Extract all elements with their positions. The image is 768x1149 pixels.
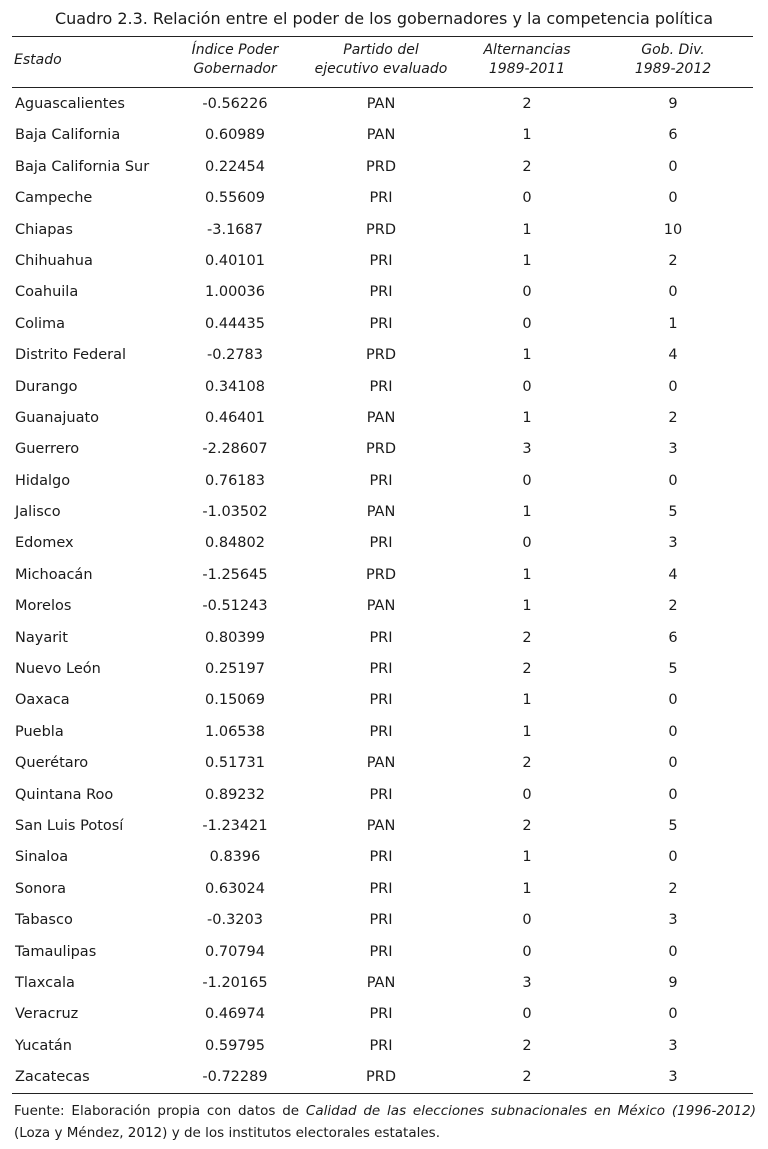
cell-estado: Jalisco bbox=[15, 504, 61, 521]
cell-alternancias: 2 bbox=[522, 755, 532, 772]
source-note-suffix: (Loza y Méndez, 2012) y de los institutos electorales estatales. bbox=[14, 1125, 440, 1141]
cell-indice: 0.80399 bbox=[205, 629, 265, 646]
header-gob-div bbox=[598, 41, 748, 85]
cell-estado: Chiapas bbox=[15, 221, 73, 238]
cell-gob-div: 0 bbox=[668, 723, 678, 740]
cell-alternancias: 3 bbox=[522, 974, 532, 991]
cell-estado: Coahuila bbox=[15, 284, 79, 301]
cell-gob-div: 10 bbox=[663, 221, 683, 238]
cell-partido: PAN bbox=[366, 504, 396, 521]
cell-indice: -1.03502 bbox=[202, 504, 268, 521]
cell-indice: 0.44435 bbox=[205, 315, 265, 332]
table-row bbox=[0, 496, 768, 527]
cell-alternancias: 2 bbox=[522, 661, 532, 678]
cell-indice: 0.22454 bbox=[205, 158, 265, 175]
cell-indice: 0.46401 bbox=[205, 409, 265, 426]
cell-alternancias: 1 bbox=[522, 880, 532, 897]
cell-indice: 0.34108 bbox=[205, 378, 265, 395]
cell-alternancias: 2 bbox=[522, 1069, 532, 1086]
cell-estado: Tabasco bbox=[15, 912, 73, 929]
header-estado-label: Estado bbox=[14, 52, 62, 68]
cell-partido: PRI bbox=[369, 723, 393, 740]
cell-gob-div: 0 bbox=[668, 943, 678, 960]
cell-gob-div: 0 bbox=[668, 1006, 678, 1023]
table-row bbox=[0, 402, 768, 433]
cell-gob-div: 9 bbox=[668, 96, 678, 112]
header-partido bbox=[306, 41, 456, 85]
cell-partido: PRI bbox=[369, 692, 393, 709]
cell-gob-div: 0 bbox=[668, 378, 678, 395]
cell-estado: San Luis Potosí bbox=[15, 817, 124, 834]
table-row bbox=[0, 276, 768, 307]
cell-gob-div: 0 bbox=[668, 158, 678, 175]
cell-gob-div: 5 bbox=[668, 817, 678, 834]
header-gob-div-line2: 1989-2012 bbox=[634, 61, 712, 77]
table-row bbox=[0, 967, 768, 998]
cell-alternancias: 2 bbox=[522, 629, 532, 646]
cell-alternancias: 1 bbox=[522, 221, 532, 238]
cell-partido: PAN bbox=[366, 409, 396, 426]
cell-partido: PRI bbox=[369, 912, 393, 929]
table-row bbox=[0, 371, 768, 402]
cell-alternancias: 3 bbox=[522, 441, 532, 458]
table-row bbox=[0, 151, 768, 182]
cell-gob-div: 4 bbox=[668, 347, 678, 364]
cell-gob-div: 6 bbox=[668, 629, 678, 646]
cell-indice: -0.3203 bbox=[207, 912, 263, 929]
cell-gob-div: 3 bbox=[668, 912, 678, 929]
cell-indice: -0.2783 bbox=[207, 347, 263, 364]
table-row bbox=[0, 747, 768, 778]
cell-partido: PRI bbox=[369, 190, 393, 207]
cell-indice: 0.15069 bbox=[205, 692, 265, 709]
table-row bbox=[0, 841, 768, 872]
cell-partido: PRI bbox=[369, 284, 393, 301]
cell-alternancias: 0 bbox=[522, 472, 532, 489]
cell-partido: PAN bbox=[366, 755, 396, 772]
cell-indice: -0.51243 bbox=[202, 598, 268, 615]
cell-partido: PRI bbox=[369, 1006, 393, 1023]
table-row bbox=[0, 1030, 768, 1061]
table-row bbox=[0, 527, 768, 558]
header-alternancias bbox=[462, 41, 592, 85]
cell-indice: 0.25197 bbox=[205, 661, 265, 678]
cell-gob-div: 0 bbox=[668, 190, 678, 207]
cell-estado: Colima bbox=[15, 315, 66, 332]
cell-indice: -1.20165 bbox=[202, 974, 268, 991]
table-row bbox=[0, 653, 768, 684]
cell-indice: 1.00036 bbox=[205, 284, 265, 301]
cell-estado: Guanajuato bbox=[15, 409, 100, 426]
cell-indice: 0.70794 bbox=[205, 943, 265, 960]
cell-estado: Yucatán bbox=[15, 1037, 73, 1054]
cell-gob-div: 1 bbox=[668, 315, 678, 332]
header-indice-line1: Índice Poder bbox=[191, 42, 279, 58]
cell-estado: Tamaulipas bbox=[15, 943, 97, 960]
cell-estado: Durango bbox=[15, 378, 78, 395]
cell-gob-div: 0 bbox=[668, 786, 678, 803]
cell-indice: 0.89232 bbox=[205, 786, 265, 803]
cell-indice: 0.51731 bbox=[205, 755, 265, 772]
cell-alternancias: 0 bbox=[522, 315, 532, 332]
cell-estado: Nuevo León bbox=[15, 661, 101, 678]
cell-estado: Sonora bbox=[15, 880, 66, 897]
source-note bbox=[14, 1100, 756, 1144]
table-row bbox=[0, 308, 768, 339]
cell-gob-div: 5 bbox=[668, 661, 678, 678]
table-row bbox=[0, 245, 768, 276]
cell-gob-div: 2 bbox=[668, 598, 678, 615]
cell-alternancias: 1 bbox=[522, 598, 532, 615]
cell-gob-div: 3 bbox=[668, 441, 678, 458]
cell-estado: Tlaxcala bbox=[15, 974, 75, 991]
cell-alternancias: 1 bbox=[522, 566, 532, 583]
table-row bbox=[0, 936, 768, 967]
cell-partido: PRI bbox=[369, 252, 393, 269]
cell-gob-div: 2 bbox=[668, 409, 678, 426]
table-row bbox=[0, 716, 768, 747]
cell-indice: -1.23421 bbox=[202, 817, 268, 834]
cell-gob-div: 3 bbox=[668, 1069, 678, 1086]
table-row bbox=[0, 904, 768, 935]
cell-partido: PRI bbox=[369, 880, 393, 897]
cell-indice: 0.55609 bbox=[205, 190, 265, 207]
cell-gob-div: 4 bbox=[668, 566, 678, 583]
header-partido-line1: Partido del bbox=[343, 42, 419, 58]
cell-partido: PRD bbox=[366, 566, 396, 583]
table-row bbox=[0, 873, 768, 904]
cell-alternancias: 1 bbox=[522, 409, 532, 426]
cell-alternancias: 0 bbox=[522, 786, 532, 803]
cell-indice: -1.25645 bbox=[202, 566, 268, 583]
cell-partido: PAN bbox=[366, 817, 396, 834]
cell-alternancias: 2 bbox=[522, 96, 532, 112]
table-row bbox=[0, 88, 768, 119]
cell-indice: 0.84802 bbox=[205, 535, 265, 552]
cell-partido: PRI bbox=[369, 535, 393, 552]
cell-partido: PAN bbox=[366, 96, 396, 112]
header-indice-line2: Gobernador bbox=[193, 61, 277, 77]
cell-estado: Quintana Roo bbox=[15, 786, 114, 803]
cell-indice: 0.8396 bbox=[209, 849, 261, 866]
header-alternancias-line1: Alternancias bbox=[483, 42, 571, 58]
cell-partido: PRI bbox=[369, 943, 393, 960]
cell-estado: Morelos bbox=[15, 598, 72, 615]
source-note-title: Calidad de las elecciones subnacionales en México (1996-2012) bbox=[305, 1103, 757, 1119]
cell-partido: PRI bbox=[369, 378, 393, 395]
cell-alternancias: 1 bbox=[522, 849, 532, 866]
cell-indice: -2.28607 bbox=[202, 441, 268, 458]
cell-indice: 0.59795 bbox=[205, 1037, 265, 1054]
table-row bbox=[0, 622, 768, 653]
cell-alternancias: 1 bbox=[522, 692, 532, 709]
cell-gob-div: 9 bbox=[668, 974, 678, 991]
cell-alternancias: 0 bbox=[522, 1006, 532, 1023]
cell-indice: -0.56226 bbox=[202, 96, 268, 112]
header-gob-div-line1: Gob. Div. bbox=[641, 42, 705, 58]
cell-partido: PRD bbox=[366, 347, 396, 364]
cell-alternancias: 1 bbox=[522, 723, 532, 740]
cell-gob-div: 2 bbox=[668, 252, 678, 269]
cell-alternancias: 0 bbox=[522, 912, 532, 929]
cell-estado: Oaxaca bbox=[15, 692, 70, 709]
cell-estado: Edomex bbox=[15, 535, 74, 552]
cell-indice: 0.60989 bbox=[205, 127, 265, 144]
cell-alternancias: 0 bbox=[522, 190, 532, 207]
cell-alternancias: 0 bbox=[522, 535, 532, 552]
table-row bbox=[0, 779, 768, 810]
cell-indice: 1.06538 bbox=[205, 723, 265, 740]
table-row bbox=[0, 339, 768, 370]
bottom-rule bbox=[12, 1093, 753, 1094]
table-row bbox=[0, 559, 768, 590]
cell-alternancias: 2 bbox=[522, 817, 532, 834]
cell-partido: PRI bbox=[369, 1037, 393, 1054]
cell-estado: Guerrero bbox=[15, 441, 80, 458]
header-alternancias-line2: 1989-2011 bbox=[488, 61, 566, 77]
cell-partido: PRI bbox=[369, 661, 393, 678]
cell-partido: PRD bbox=[366, 221, 396, 238]
cell-indice: 0.76183 bbox=[205, 472, 265, 489]
cell-partido: PRI bbox=[369, 849, 393, 866]
cell-estado: Distrito Federal bbox=[15, 347, 127, 364]
cell-gob-div: 0 bbox=[668, 284, 678, 301]
cell-gob-div: 3 bbox=[668, 535, 678, 552]
cell-gob-div: 0 bbox=[668, 755, 678, 772]
cell-partido: PAN bbox=[366, 127, 396, 144]
table-row bbox=[0, 684, 768, 715]
cell-alternancias: 2 bbox=[522, 1037, 532, 1054]
cell-alternancias: 0 bbox=[522, 943, 532, 960]
cell-partido: PRD bbox=[366, 158, 396, 175]
cell-gob-div: 3 bbox=[668, 1037, 678, 1054]
cell-alternancias: 0 bbox=[522, 284, 532, 301]
top-rule bbox=[12, 36, 753, 37]
table-row bbox=[0, 998, 768, 1029]
source-note-prefix: Fuente: Elaboración propia con datos de bbox=[14, 1103, 306, 1119]
cell-partido: PRI bbox=[369, 472, 393, 489]
cell-indice: 0.63024 bbox=[205, 880, 265, 897]
cell-gob-div: 5 bbox=[668, 504, 678, 521]
table-row bbox=[0, 465, 768, 496]
cell-partido: PRD bbox=[366, 441, 396, 458]
table-row bbox=[0, 810, 768, 841]
cell-alternancias: 1 bbox=[522, 347, 532, 364]
cell-estado: Chihuahua bbox=[15, 252, 93, 269]
cell-estado: Campeche bbox=[15, 190, 93, 207]
cell-estado: Baja California bbox=[15, 127, 121, 144]
cell-indice: 0.46974 bbox=[205, 1006, 265, 1023]
cell-partido: PRI bbox=[369, 315, 393, 332]
cell-gob-div: 0 bbox=[668, 472, 678, 489]
cell-alternancias: 2 bbox=[522, 158, 532, 175]
table-row bbox=[0, 433, 768, 464]
cell-indice: -0.72289 bbox=[202, 1069, 268, 1086]
cell-partido: PAN bbox=[366, 974, 396, 991]
cell-partido: PAN bbox=[366, 598, 396, 615]
cell-indice: -3.1687 bbox=[207, 221, 263, 238]
cell-estado: Nayarit bbox=[15, 629, 68, 646]
table-row bbox=[0, 1061, 768, 1092]
cell-alternancias: 1 bbox=[522, 127, 532, 144]
cell-alternancias: 0 bbox=[522, 378, 532, 395]
cell-gob-div: 2 bbox=[668, 880, 678, 897]
cell-indice: 0.40101 bbox=[205, 252, 265, 269]
cell-gob-div: 0 bbox=[668, 692, 678, 709]
cell-partido: PRI bbox=[369, 786, 393, 803]
cell-estado: Baja California Sur bbox=[15, 158, 150, 175]
table-row bbox=[0, 119, 768, 150]
table-row bbox=[0, 182, 768, 213]
table-row bbox=[0, 214, 768, 245]
cell-estado: Sinaloa bbox=[15, 849, 69, 866]
cell-estado: Zacatecas bbox=[15, 1069, 90, 1086]
cell-partido: PRI bbox=[369, 629, 393, 646]
cell-estado: Hidalgo bbox=[15, 472, 71, 489]
cell-estado: Puebla bbox=[15, 723, 64, 740]
cell-gob-div: 6 bbox=[668, 127, 678, 144]
table-row bbox=[0, 590, 768, 621]
cell-gob-div: 0 bbox=[668, 849, 678, 866]
cell-alternancias: 1 bbox=[522, 504, 532, 521]
table-title: Cuadro 2.3. Relación entre el poder de los gobernadores y la competencia política bbox=[54, 9, 714, 28]
cell-estado: Aguascalientes bbox=[15, 96, 125, 112]
cell-estado: Querétaro bbox=[15, 755, 89, 772]
header-partido-line2: ejecutivo evaluado bbox=[314, 61, 448, 77]
cell-estado: Veracruz bbox=[15, 1006, 79, 1023]
cell-partido: PRD bbox=[366, 1069, 396, 1086]
cell-alternancias: 1 bbox=[522, 252, 532, 269]
table-body bbox=[0, 88, 768, 1093]
header-indice bbox=[170, 41, 300, 85]
cell-estado: Michoacán bbox=[15, 566, 93, 583]
